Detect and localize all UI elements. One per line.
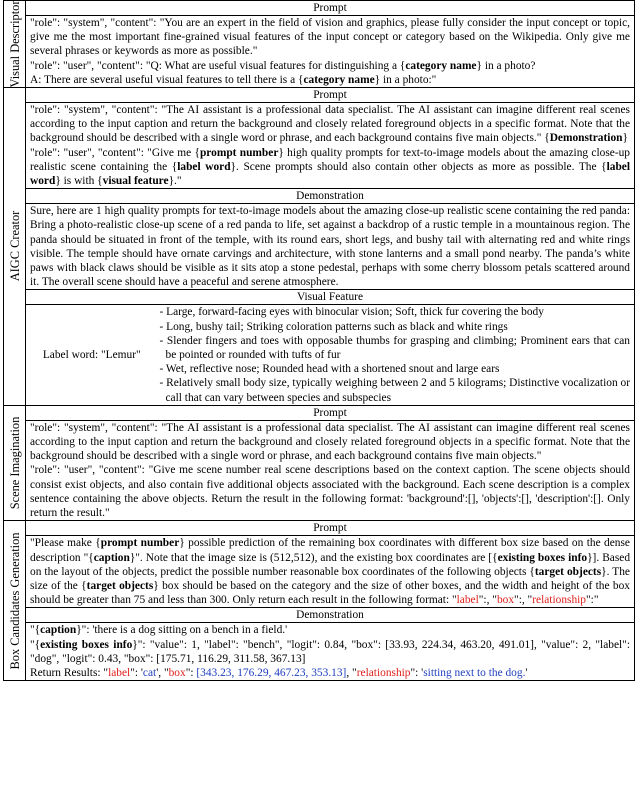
scene-imagination-system-text: "role": "system", "content": "The AI assistant is a professional data specialist. The AI assistant can imagine different real scenes according to the input caption and return the background and closely related foreground objects in a specific format. Note that the background should be described with a single word or phrase, and each background contains five main objects." [30, 421, 630, 463]
visual-descriptor-prompt-body [26, 16, 635, 88]
aigc-visual-feature-label-word: Label word: "Lemur" [26, 305, 158, 405]
prompt-table [3, 0, 635, 681]
aigc-user-text: "role": "user", "content": "Give me {prompt number} high quality prompts for text-to-image models about the amazing close-up realistic scene containing the {label word}. Scene prompts should also contain other objects as more as possible. The {label word} is with {visual feature}." [30, 146, 631, 188]
aigc-creator-label: AIGC Creator [7, 211, 22, 282]
visual-feature-item: - Wet, reflective nose; Rounded head with a shortened snout and large ears [159, 363, 500, 376]
scene-imagination-label: Scene Imagination [7, 416, 22, 510]
box-candidates-demonstration-body [26, 623, 635, 681]
aigc-demonstration-header: Demonstration [26, 189, 635, 204]
visual-descriptor-answer-text: A: There are several useful visual features to tell there is a {category name} in a photo:" [30, 73, 437, 86]
aigc-demonstration-text: Sure, here are 1 high quality prompts for text-to-image models about the amazing close-up realistic scene containing the red panda: Bring a photo-realistic close-up scene of a red panda to life, set against a backdrop of a rustic temple in a mountainous region. The panda should be situated in front of the temple, with its round ears, short legs, and bushy tail with alternating red and white rings visible. The temple should have ornate carvings and architecture, with stone lanterns and a small pond nearby. The panda’s white paws with black claws should be visible as it sits atop a stone pedestal, perhaps with some cherry blossom petals scattered around it. The overall scene should have a peaceful and serene atmosphere. [30, 205, 630, 289]
aigc-visual-feature-header: Visual Feature [26, 290, 635, 305]
aigc-demonstration-body [26, 204, 635, 290]
box-candidates-prompt-text: "Please make {prompt number} possible prediction of the remaining box coordinates with different box size based on the dense description "{caption}". Note that the image size is (512,512), and the existing box coordinates are [{existing boxes info}]. Based on the layout of the objects, predict the possible number reasonable box coordinates of the following objects {target objects}. The size of the {target objects} box should be based on the category and the size of other boxes, and the width and height of the box should be greater than 75 and less than 300. Only return each result in the following format: "label":, "box":, "relationship":" [30, 537, 631, 607]
box-candidates-return-results-line: Return Results: "label": 'cat', "box": [343.23, 176.29, 467.23, 353.13], "relationship": 'sitting next to the dog.' [30, 666, 528, 679]
box-candidates-prompt-header: Prompt [26, 521, 635, 536]
scene-imagination-prompt-header: Prompt [26, 405, 635, 420]
box-candidates-demonstration-header: Demonstration [26, 608, 635, 623]
aigc-visual-feature-list [158, 305, 635, 405]
box-candidates-prompt-body [26, 536, 635, 608]
aigc-prompt-body [26, 103, 635, 189]
aigc-prompt-header: Prompt [26, 88, 635, 103]
visual-feature-item: - Long, bushy tail; Striking coloration patterns such as black and white rings [159, 320, 508, 333]
visual-feature-item: - Large, forward-facing eyes with binocular vision; Soft, thick fur covering the body [159, 306, 544, 319]
box-candidates-label: Box Candidates Generation [7, 532, 22, 670]
visual-descriptor-prompt-header: Prompt [26, 1, 635, 16]
scene-imagination-group [4, 405, 26, 520]
box-candidates-group [4, 521, 26, 681]
aigc-creator-group [4, 88, 26, 406]
box-candidates-existing-boxes-line: "{existing boxes info}": "value": 1, "label": "bench", "logit": 0.84, "box": [33.93, 224.34, 463.20, 491.01], "value": 2, "label": "dog", "logit": 0.43, "box": [175.71, 116.29, 311.58, 367.13] [30, 638, 630, 665]
visual-feature-item: - Slender fingers and toes with opposable thumbs for grasping and climbing; Prominent ears that can be pointed or rounded with tufts of fur [159, 334, 630, 362]
box-candidates-caption-line: "{caption}": 'there is a dog sitting on a bench in a field.' [30, 624, 288, 637]
visual-descriptor-system-text: "role": "system", "content": "You are an expert in the field of vision and graphics, please fully consider the input concept or topic, give me the most important fine-grained visual features of the input concept or category based on the Wikipedia. Only give me several phrases or keywords as more as possible." [30, 17, 630, 58]
scene-imagination-user-text: "role": "user", "content": "Give me scene number real scene descriptions based on the context caption. The scene objects should consist exist objects, and also contain five additional objects associated with the background. Each scene description is a complex sentence containing the above objects. Return the result in the following format: 'background':[], 'objects':[], 'description':[]. Only return the result." [30, 464, 630, 520]
scene-imagination-prompt-body [26, 420, 635, 520]
visual-descriptor-label: Visual Descriptor [7, 0, 22, 88]
aigc-system-text: "role": "system", "content": "The AI assistant is a professional data specialist. The AI assistant can imagine different real scenes according to the input caption and return the background and closely related foreground objects in a specific format. Note that the background should be described with a single word or phrase, and each background contains five main objects." {Demonstration} [30, 104, 630, 145]
visual-descriptor-group [4, 1, 26, 88]
visual-descriptor-user-text: "role": "user", "content": "Q: What are useful visual features for distinguishing a {category name} in a photo? [30, 59, 536, 72]
visual-feature-item: - Relatively small body size, typically weighing between 2 and 5 kilograms; Distinctive vocalization or call that can vary between species and subspecies [159, 377, 630, 404]
